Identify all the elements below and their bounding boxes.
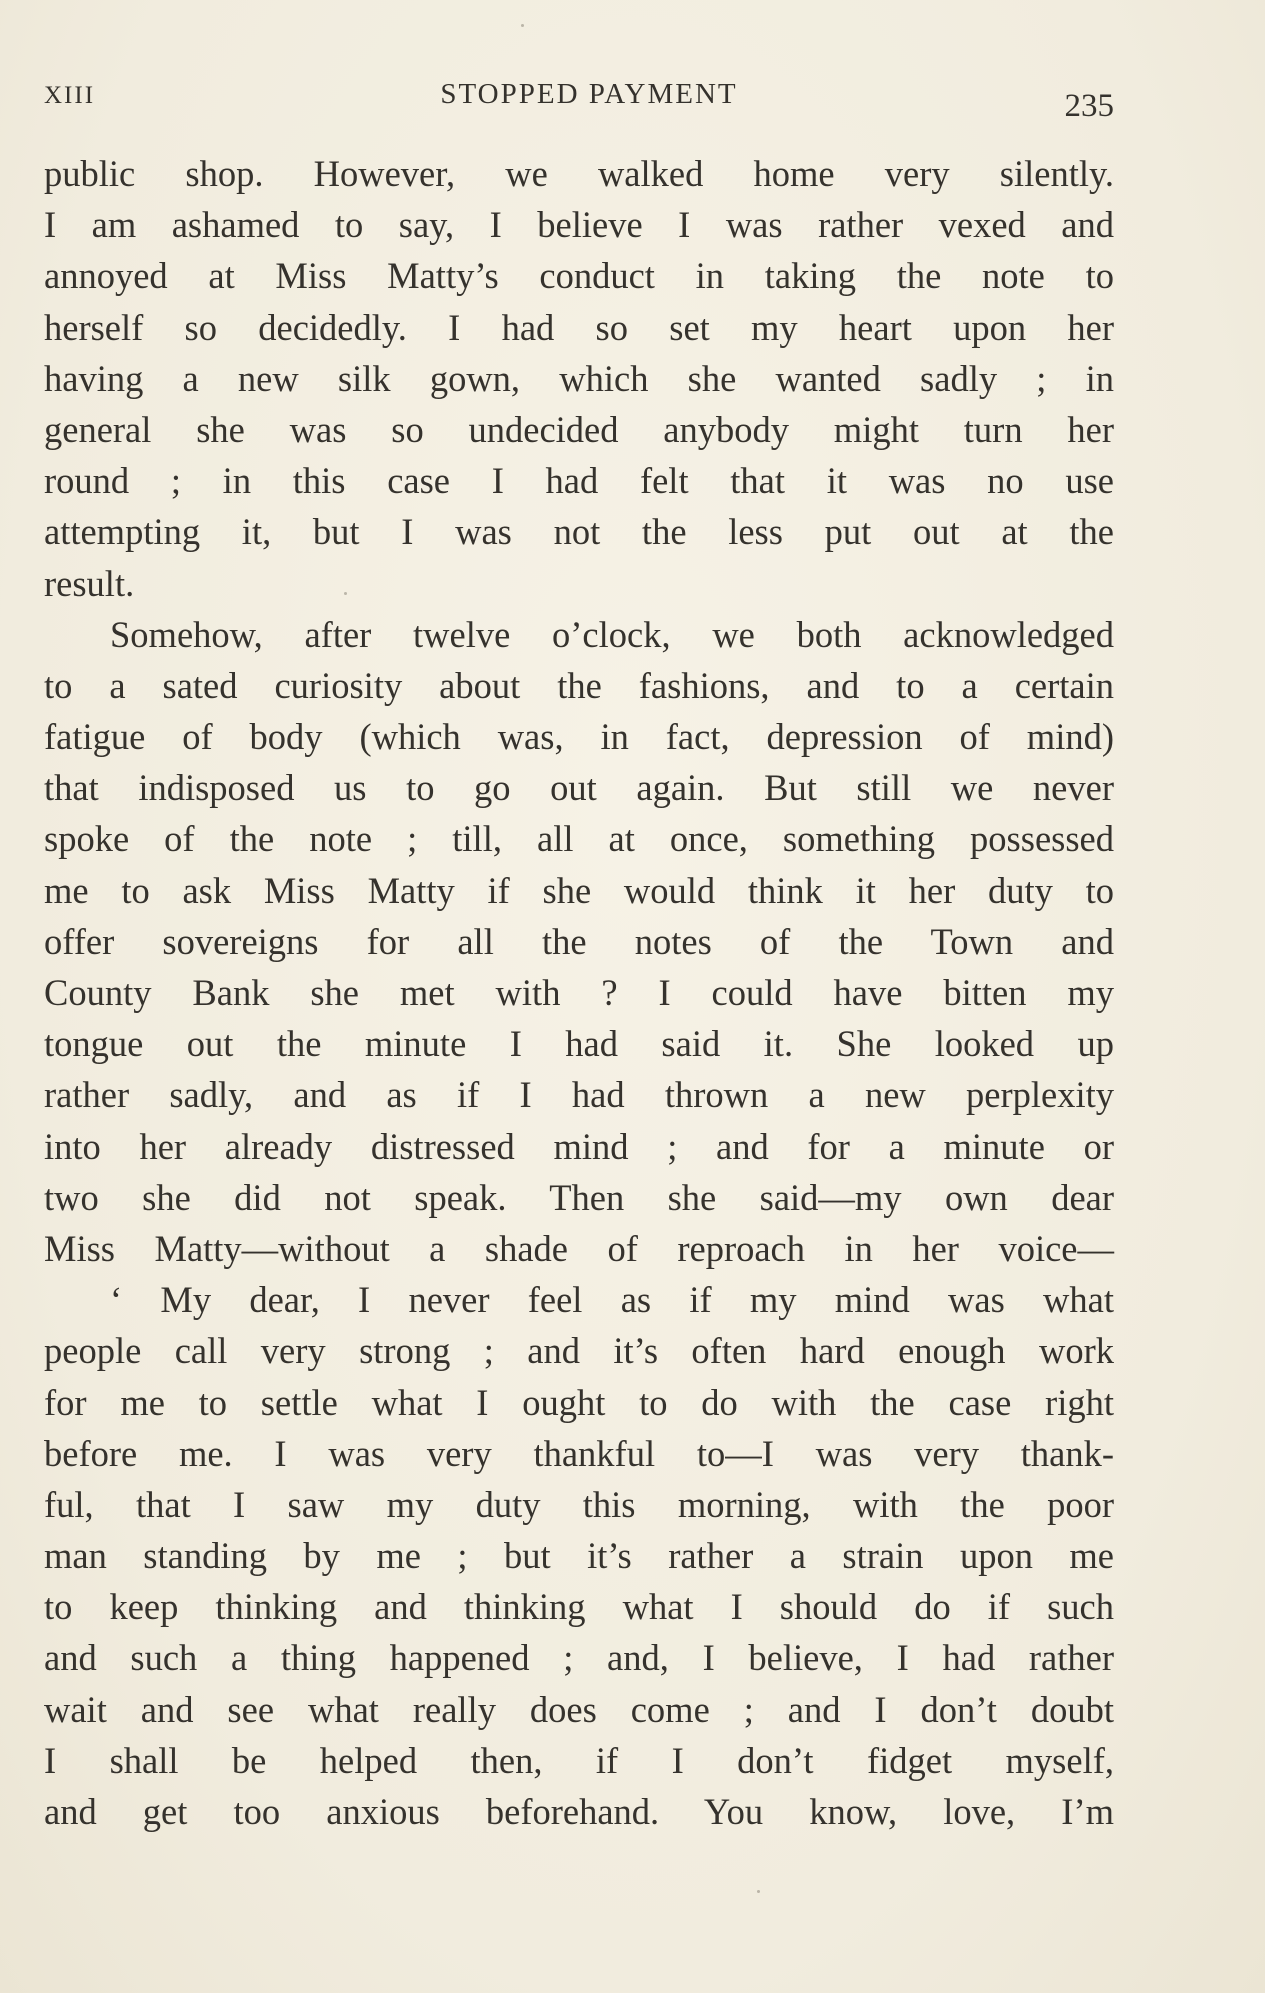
paper-speck <box>757 1890 760 1893</box>
text-line: Miss Matty—without a shade of reproach in her voice— <box>44 1227 1114 1269</box>
text-line: having a new silk gown, which she wanted sadly ; in <box>44 357 1114 399</box>
text-line: to keep thinking and thinking what I should do if such <box>44 1586 1114 1628</box>
text-line: general she was so undecided anybody might turn her <box>44 408 1114 450</box>
text-line: fatigue of body (which was, in fact, depression of mind) <box>44 716 1114 758</box>
body-text <box>44 148 1114 1837</box>
running-title: STOPPED PAYMENT <box>440 78 738 110</box>
text-line: for me to settle what I ought to do with the case right <box>44 1381 1114 1423</box>
text-line: herself so decidedly. I had so set my heart upon her <box>44 306 1114 348</box>
text-line: offer sovereigns for all the notes of the Town and <box>44 920 1114 962</box>
paragraph-start-line: Somehow, after twelve o’clock, we both acknowledged <box>110 613 1114 655</box>
text-line: I shall be helped then, if I don’t fidget myself, <box>44 1739 1114 1781</box>
text-line: tongue out the minute I had said it. She looked up <box>44 1023 1114 1065</box>
text-line: ful, that I saw my duty this morning, with the poor <box>44 1483 1114 1525</box>
text-line: spoke of the note ; till, all at once, something possessed <box>44 818 1114 860</box>
text-line: before me. I was very thankful to—I was very thank- <box>44 1432 1114 1474</box>
text-line: rather sadly, and as if I had thrown a new perplexity <box>44 1074 1114 1116</box>
running-head <box>44 78 1114 124</box>
text-line: County Bank she met with ? I could have bitten my <box>44 972 1114 1013</box>
text-line: attempting it, but I was not the less put out at the <box>44 511 1114 553</box>
paper-speck <box>521 24 524 27</box>
chapter-number: XIII <box>44 82 96 109</box>
page-number: 235 <box>1064 88 1114 124</box>
text-line: me to ask Miss Matty if she would think it her duty to <box>44 869 1114 911</box>
text-line: people call very strong ; and it’s often hard enough work <box>44 1330 1114 1372</box>
paper-speck <box>344 592 347 595</box>
text-line: I am ashamed to say, I believe I was rather vexed and <box>44 204 1114 246</box>
text-line: that indisposed us to go out again. But still we never <box>44 767 1114 809</box>
text-line: two she did not speak. Then she said—my own dear <box>44 1176 1114 1218</box>
text-line: round ; in this case I had felt that it was no use <box>44 460 1114 502</box>
paragraph-end-line: result. <box>44 562 135 604</box>
text-line: and get too anxious beforehand. You know, love, I’m <box>44 1791 1114 1832</box>
text-line: wait and see what really does come ; and I don’t doubt <box>44 1688 1114 1730</box>
text-line: to a sated curiosity about the fashions, and to a certain <box>44 664 1114 706</box>
text-line: annoyed at Miss Matty’s conduct in taking the note to <box>44 255 1114 297</box>
text-line: public shop. However, we walked home very silently. <box>44 153 1114 194</box>
paragraph-start-line: ‘ My dear, I never feel as if my mind was what <box>110 1279 1114 1321</box>
text-line: and such a thing happened ; and, I believe, I had rather <box>44 1637 1114 1679</box>
text-line: man standing by me ; but it’s rather a strain upon me <box>44 1535 1114 1577</box>
text-line: into her already distressed mind ; and for a minute or <box>44 1125 1114 1167</box>
